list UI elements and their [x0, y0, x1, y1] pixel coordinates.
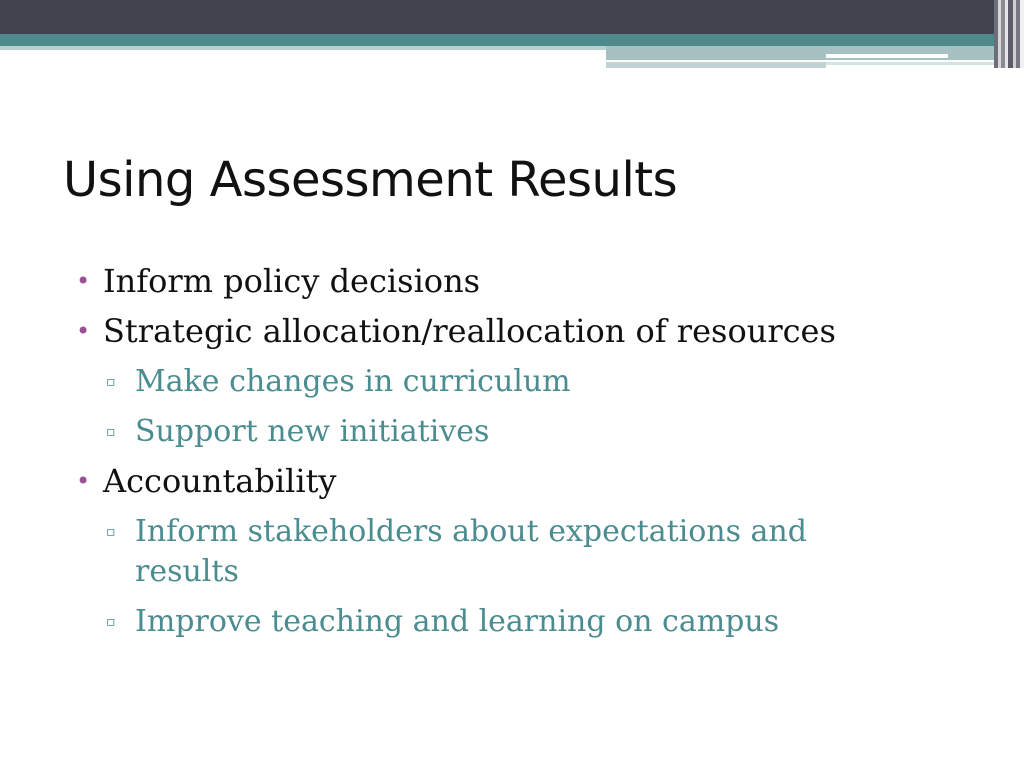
sub-bullet-item — [76, 602, 956, 642]
square-bullet-icon: ▫ — [106, 424, 116, 440]
corner-stripes — [994, 0, 1024, 68]
bullet-text: Accountability — [103, 462, 337, 500]
sub-bullet-list — [76, 362, 956, 452]
sub-bullet-text: Inform stakeholders about expectations and results — [135, 514, 807, 589]
header-band-teal — [0, 34, 1024, 46]
sub-bullet-item — [76, 362, 956, 402]
sub-bullet-text: Improve teaching and learning on campus — [135, 604, 780, 639]
header-band-dark — [0, 0, 1024, 34]
sub-bullet-text: Make changes in curriculum — [135, 364, 571, 399]
bullet-item — [76, 262, 956, 300]
bullet-list — [76, 262, 956, 652]
bullet-dot-icon: • — [76, 467, 91, 495]
sub-bullet-text: Support new initiatives — [135, 414, 490, 449]
sub-bullet-item — [76, 412, 956, 452]
sublist-container — [76, 362, 956, 452]
bullet-text: Inform policy decisions — [103, 262, 481, 300]
square-bullet-icon: ▫ — [106, 524, 116, 540]
bullet-dot-icon: • — [76, 267, 91, 295]
slide-title: Using Assessment Results — [63, 152, 678, 208]
header-band-light — [0, 46, 606, 50]
bullet-dot-icon: • — [76, 317, 91, 345]
bullet-text: Strategic allocation/reallocation of resources — [103, 312, 836, 350]
bullet-item — [76, 462, 956, 500]
header-band-right-block — [606, 46, 1024, 60]
square-bullet-icon: ▫ — [106, 614, 116, 630]
sub-bullet-item — [76, 512, 956, 592]
bullet-item — [76, 312, 956, 350]
sub-bullet-list — [76, 512, 956, 642]
header-band-right-highlight — [826, 54, 948, 58]
header-band-right-lower — [606, 62, 826, 68]
sublist-container — [76, 512, 956, 642]
square-bullet-icon: ▫ — [106, 374, 116, 390]
